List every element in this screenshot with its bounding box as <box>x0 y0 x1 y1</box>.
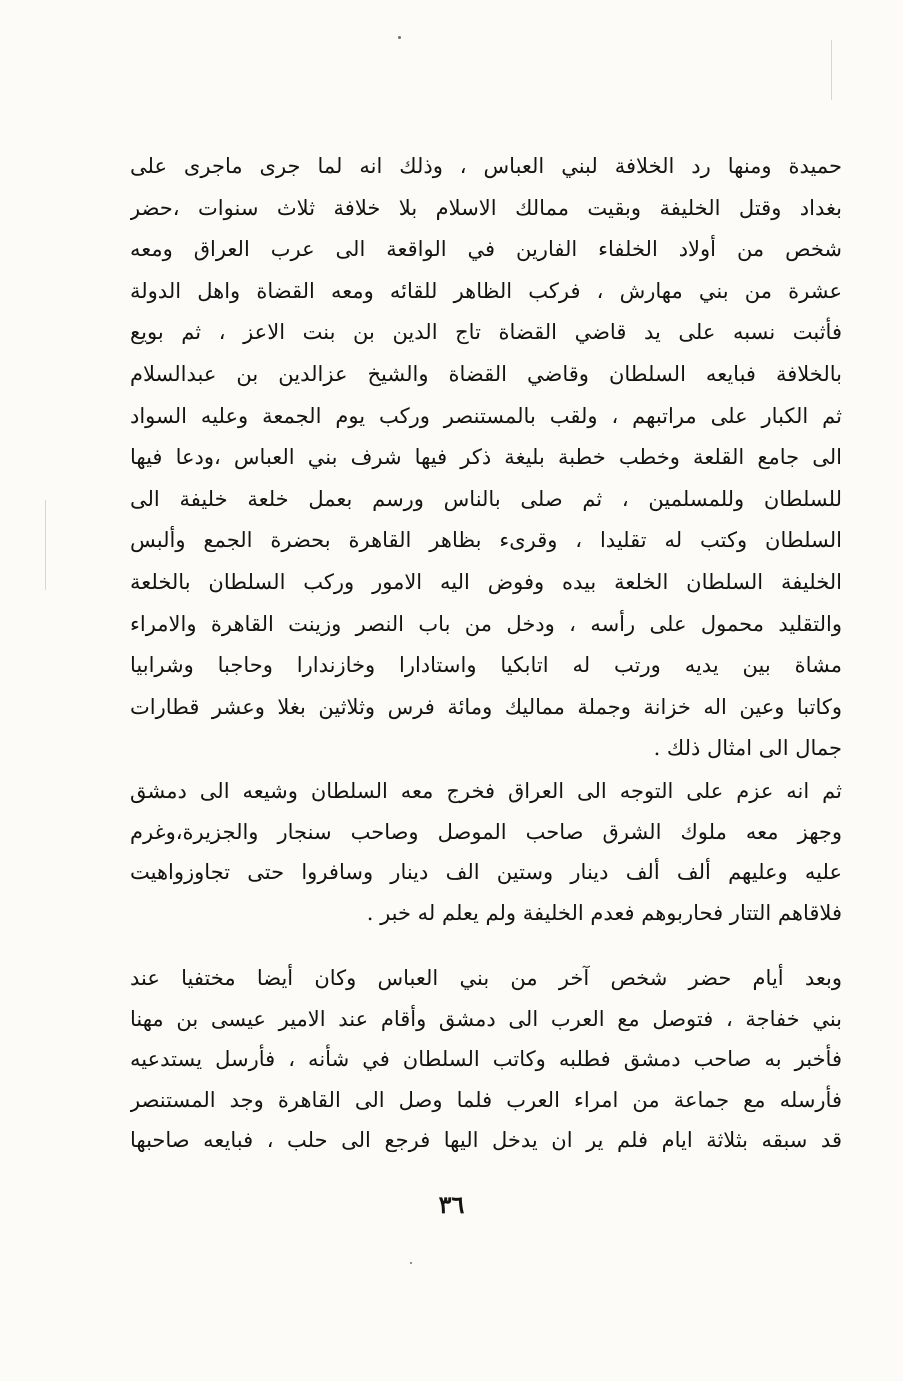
text-line: عليه وعليهم ألف ألف دينار وستين الف دينار وسافروا حتى تجاوزواهيت <box>130 860 842 884</box>
text-line: الخليفة السلطان الخلعة بيده وفوض اليه الامور وركب السلطان بالخلعة <box>130 569 842 594</box>
ink-speck <box>410 1262 412 1264</box>
text-line: عشرة من بني مهارش ، فركب الظاهر للقائه ومعه القضاة واهل الدولة <box>130 278 842 303</box>
text-line: ثم الكبار على مراتبهم ، ولقب بالمستنصر وركب يوم الجمعة وعليه السواد <box>130 403 842 428</box>
text-line: فأرسله مع جماعة من امراء العرب فلما وصل الى القاهرة وجد المستنصر <box>130 1087 842 1112</box>
page-edge-mark <box>45 500 46 590</box>
text-line: قد سبقه بثلاثة ايام فلم ير ان يدخل اليها فرجع الى حلب ، فبايعه صاحبها <box>130 1128 842 1152</box>
text-line: وكاتبا وعين اله خزانة وجملة مماليك ومائة فرس وثلاثين بغلا وعشر قطارات <box>130 694 842 719</box>
text-line: فأثبت نسبه على يد قاضي القضاة تاج الدين بن بنت الاعز ، ثم بويع <box>130 320 842 345</box>
text-line: الى جامع القلعة وخطب خطبة بليغة ذكر فيها شرف بني العباس ،ودعا فيها <box>130 445 842 470</box>
page-number: ٣٦ <box>438 1190 465 1219</box>
text-line: والتقليد محمول على رأسه ، ودخل من باب النصر وزينت القاهرة والامراء <box>130 611 842 636</box>
text-line: حميدة ومنها رد الخلافة لبني العباس ، وذلك انه لما جرى ماجرى على <box>130 154 842 178</box>
page-edge-mark <box>831 40 832 100</box>
text-line: وجهز معه ملوك الشرق صاحب الموصل وصاحب سنجار والجزيرة،وغرم <box>130 819 842 844</box>
text-line: السلطان وكتب له تقليدا ، وقرىء بظاهر القاهرة بحضرة الجمع وألبس <box>130 528 842 553</box>
ink-speck <box>398 36 401 39</box>
text-line: وبعد أيام حضر شخص آخر من بني العباس وكان أيضا مختفيا عند <box>130 966 842 990</box>
text-line: شخص من أولاد الخلفاء الفارين في الواقعة الى عرب العراق ومعه <box>130 237 842 262</box>
text-line: مشاة بين يديه ورتب له اتابكيا واستادارا وخازندارا وحاجبا وشرابيا <box>130 653 842 678</box>
text-line: فلاقاهم التتار فحاربوهم فعدم الخليفة ولم يعلم له خبر . <box>366 900 842 925</box>
paragraph-2 <box>130 771 842 933</box>
text-line: بالخلافة فبايعه السلطان وقاضي القضاة والشيخ عزالدين بن عبدالسلام <box>130 361 842 386</box>
text-line: بغداد وقتل الخليفة وبقيت ممالك الاسلام بلا خلافة ثلاث سنوات ،حضر <box>130 195 842 220</box>
paragraph-3 <box>130 958 842 1161</box>
text-line: للسلطان وللمسلمين ، ثم صلى بالناس ورسم بعمل خلعة خليفة الى <box>130 486 842 511</box>
paragraph-1 <box>130 146 842 770</box>
text-line: ثم انه عزم على التوجه الى العراق فخرج معه السلطان وشيعه الى دمشق <box>130 779 842 803</box>
text-line: فأخبر به صاحب دمشق فطلبه وكاتب السلطان في شأنه ، فأرسل يستدعيه <box>130 1047 842 1071</box>
text-line: بني خفاجة ، فتوصل مع العرب الى دمشق وأقام عند الامير عيسى بن مهنا <box>130 1006 842 1031</box>
text-line: جمال الى امثال ذلك . <box>653 736 842 761</box>
